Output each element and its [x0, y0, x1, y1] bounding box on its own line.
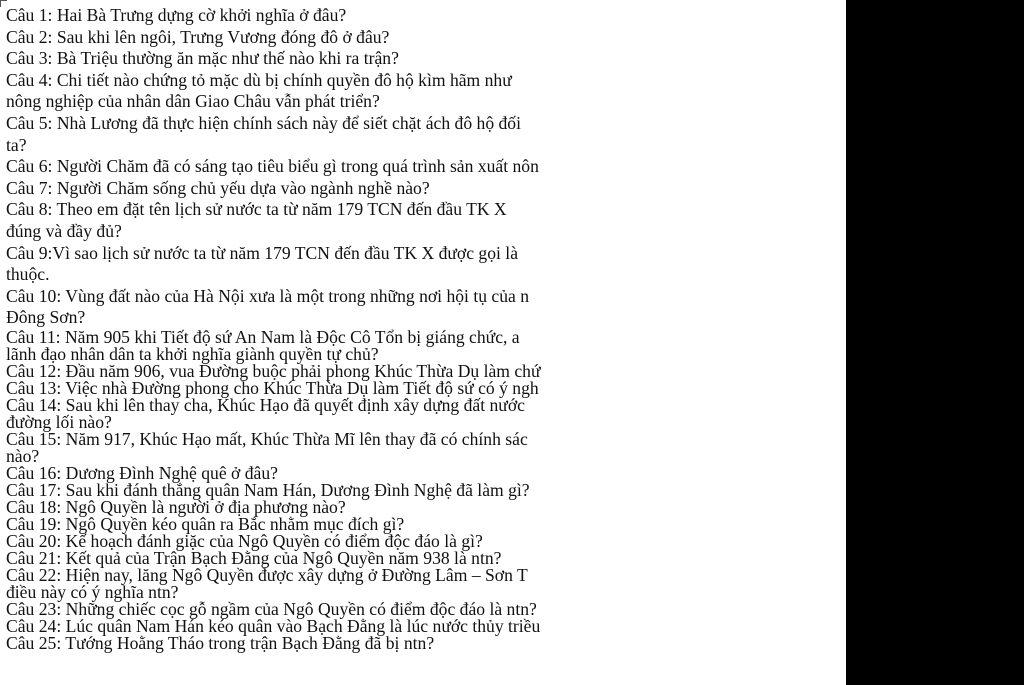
question-line: đúng và đầy đủ?: [6, 220, 122, 241]
question-line: ta?: [6, 134, 27, 155]
question-3: [6, 48, 906, 70]
question-line: Câu 25: Tướng Hoằng Tháo trong trận Bạch Đằng đã bị ntn?: [6, 632, 435, 653]
question-line: Câu 12: Đầu năm 906, vua Đường buộc phải phong Khúc Thừa Dụ làm chứ: [6, 360, 541, 381]
question-line: Câu 10: Vùng đất nào của Hà Nội xưa là một trong những nơi hội tụ của n: [6, 285, 530, 306]
question-line: Đông Sơn?: [6, 307, 86, 328]
question-1: [6, 5, 906, 27]
question-line: Câu 16: Dương Đình Nghệ quê ở đâu?: [6, 462, 278, 483]
question-line: Câu 19: Ngô Quyền kéo quân ra Bắc nhằm mục đích gì?: [6, 513, 405, 534]
question-9: [6, 243, 906, 286]
question-22: [6, 564, 906, 602]
question-line: Câu 20: Kế hoạch đánh giặc của Ngô Quyền có điểm độc đáo là gì?: [6, 530, 483, 551]
question-line: đường lối nào?: [6, 411, 112, 432]
question-4: [6, 70, 906, 113]
question-line: Câu 2: Sau khi lên ngôi, Trưng Vương đóng đô ở đâu?: [6, 26, 390, 47]
question-list: [6, 5, 906, 652]
question-line: lãnh đạo nhân dân ta khởi nghĩa giành quyền tự chủ?: [6, 343, 379, 364]
question-line: Câu 9:Vì sao lịch sử nước ta từ năm 179 TCN đến đầu TK X được gọi là: [6, 242, 518, 263]
question-14: [6, 394, 906, 432]
question-line: Câu 15: Năm 917, Khúc Hạo mất, Khúc Thừa Mĩ lên thay đã có chính sác: [6, 428, 528, 449]
question-15: [6, 428, 906, 466]
question-line: nào?: [6, 445, 40, 466]
question-2: [6, 27, 906, 49]
question-5: [6, 113, 906, 156]
question-line: Câu 5: Nhà Lương đã thực hiện chính sách này để siết chặt ách đô hộ đối: [6, 112, 521, 133]
question-8: [6, 199, 906, 242]
black-cropped-region: [846, 0, 1024, 685]
question-25: [6, 632, 906, 653]
question-6: [6, 156, 906, 178]
question-line: Câu 17: Sau khi đánh thắng quân Nam Hán, Dương Đình Nghệ đã làm gì?: [6, 479, 530, 500]
question-line: Câu 6: Người Chăm đã có sáng tạo tiêu biểu gì trong quá trình sản xuất nôn: [6, 156, 539, 177]
question-line: Câu 22: Hiện nay, lăng Ngô Quyền được xây dựng ở Đường Lâm – Sơn T: [6, 564, 528, 585]
question-11: [6, 326, 906, 364]
question-line: Câu 14: Sau khi lên thay cha, Khúc Hạo đã quyết định xây dựng đất nước: [6, 394, 525, 415]
question-7: [6, 178, 906, 200]
question-line: Câu 4: Chi tiết nào chứng tỏ mặc dù bị chính quyền đô hộ kìm hãm như: [6, 69, 512, 90]
question-line: nông nghiệp của nhân dân Giao Châu vẫn phát triển?: [6, 91, 380, 112]
question-line: thuộc.: [6, 264, 50, 285]
question-line: Câu 7: Người Chăm sống chủ yếu dựa vào ngành nghề nào?: [6, 177, 430, 198]
question-line: Câu 11: Năm 905 khi Tiết độ sứ An Nam là Độc Cô Tổn bị giáng chức, a: [6, 326, 520, 347]
question-line: Câu 1: Hai Bà Trưng dựng cờ khởi nghĩa ở đâu?: [6, 5, 347, 25]
question-line: Câu 3: Bà Triệu thường ăn mặc như thế nào khi ra trận?: [6, 48, 399, 69]
question-line: Câu 21: Kết quả của Trận Bạch Đằng của Ngô Quyền năm 938 là ntn?: [6, 547, 502, 568]
question-line: Câu 23: Những chiếc cọc gỗ ngầm của Ngô Quyền có điểm độc đáo là ntn?: [6, 598, 537, 619]
question-10: [6, 286, 906, 329]
question-line: điều này có ý nghĩa ntn?: [6, 581, 179, 602]
question-line: Câu 18: Ngô Quyền là người ở địa phương nào?: [6, 496, 346, 517]
question-line: Câu 13: Việc nhà Đường phong cho Khúc Thừa Dụ làm Tiết độ sứ có ý ngh: [6, 377, 539, 398]
question-line: Câu 24: Lúc quân Nam Hán kéo quân vào Bạch Đằng là lúc nước thủy triều: [6, 615, 541, 636]
question-line: Câu 8: Theo em đặt tên lịch sử nước ta từ năm 179 TCN đến đầu TK X: [6, 199, 507, 220]
